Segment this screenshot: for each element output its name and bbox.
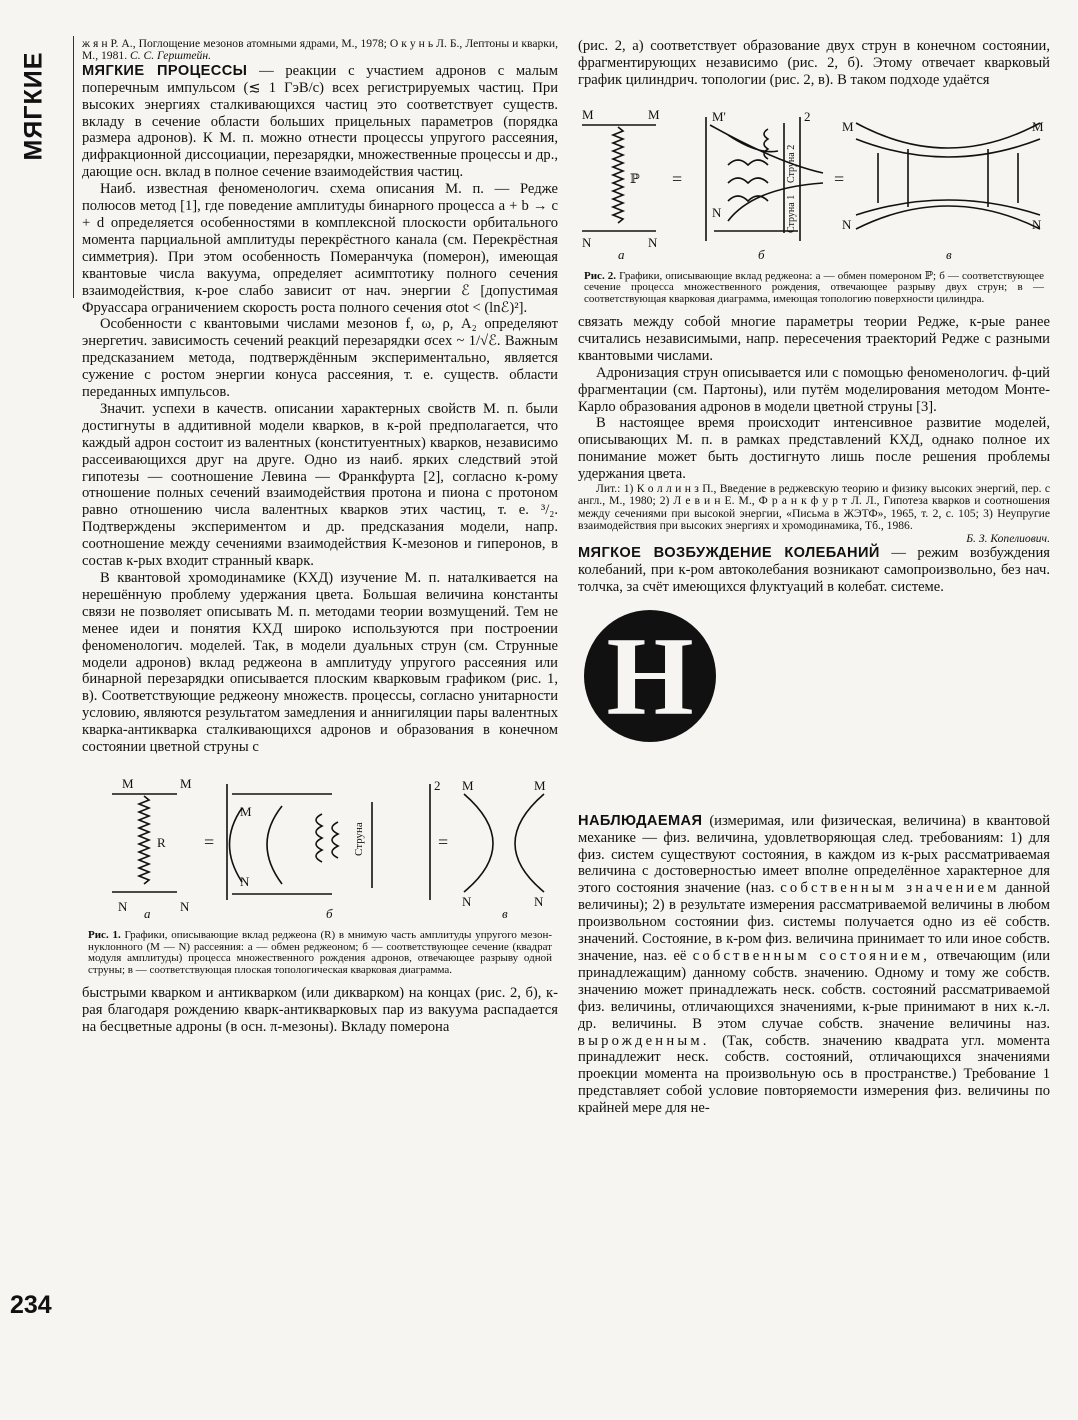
fig1-c-label-N-right: N: [534, 893, 544, 909]
fig1-c-label-N-left: N: [462, 893, 472, 909]
paragraph: В настоящее время происходит интенсивное развитие моделей, описывающих М. п. в рамках представлений КХД, однако полное их понимание может быть достигнуто лишь после решения проблемы удержания цвета.: [578, 415, 1050, 483]
fig2-label-N-right: N: [648, 234, 658, 250]
fig1-c-label-M-right: M: [534, 777, 546, 793]
fig1-b-label-N: N: [240, 873, 250, 889]
fig2-panel-a-label: а: [618, 246, 625, 262]
previous-article-references: ж я н Р. А., Поглощение мезонов атомными ядрами, М., 1978; О к у н ь Л. Б., Лептоны и кварки, М., 1981. С. С. Герштейн.: [82, 37, 558, 63]
figure-1-diagram: [82, 772, 558, 922]
figure-2-caption: Рис. 2. Графики, описывающие вклад реджеона: а — обмен помероном ℙ; б — соответствующее сечение процесса множественного рождения, отвечающее разрыву двух струн; в — соответствующая кварковая диаграмма, имеющая топологию поверхности цилиндра.: [584, 269, 1044, 306]
article-title: МЯГКОЕ ВОЗБУЖДЕНИЕ КОЛЕБАНИЙ: [578, 545, 880, 562]
fig2-c-label-M-left: M: [842, 118, 854, 134]
fig2-equals-2: =: [834, 168, 845, 189]
paragraph: Наиб. известная феноменологич. схема описания М. п. — Редже полюсов метод [1], где поведение амплитуды бинарного процесса a + b → c + d определяется особенностями в комплексной плоскости орбитального момента парциальной амплитуды перекрёстного канала (см. Перекрёстная симметрия). При этом особенность Померанчука (померон), имеющая квантовые числа вакуума, определяет асимптотику полного сечения взаимодействия, к-рое слабо зависит от нач. энергии ℰ [допустимая Фруассара ограничением скорость роста полного сечения σtot < (lnℰ)²].: [82, 181, 558, 316]
fig2-label-pomeron: ℙ: [630, 170, 640, 186]
figure-1: [82, 772, 558, 977]
fig1-label-M-right: M: [180, 775, 192, 791]
fig2-label-M-right: M: [648, 106, 660, 122]
fig1-equals-2: =: [438, 831, 449, 852]
article-observable: НАБЛЮДАЕМАЯ (измеримая, или физическая, величина) в квантовой механике — физ. величина, удовлетворяющая след. требованиям: 1) для физ. систем существуют состояния, в каждом из к-рых рассматриваемая величина с достоверностью имеет вполне определённое характерное для этого состояния значение (наз. собственным значением данной величины); 2) в результате измерения рассматриваемой величины в любом произвольном состоянии физ. системы получается одно из её собств. значений. Состояние, в к-ром физ. величина принимает то или иное собств. значение, наз. её собственным состоянием, отвечающим (или принадлежащим) данному собств. значению. Одному и тому же собств. значению может принадлежать неск. собств. состояний рассматриваемой физ. величины, отличающихся значениями, к-рые принимают в них к.-л. др. величины. В этом случае собств. значение величины наз. вырожденным. (Так, собств. значению квадрата угл. момента принадлежит неск. собств. состояний, отличающихся значениями проекции момента на произвольную ось в пространстве.) Требование 1 представляет собой условие повторяемости измерения физ. величины по крайней мере для не-: [578, 812, 1051, 1117]
paragraph: быстрыми кварком и антикварком (или дикварком) на концах (рис. 2, б), к-рая благодаря рождению кварк-антикварковых пар из вакуума распадается на бесцветные адроны (в осн. π-мезоны). Вкладу померона: [82, 985, 558, 1035]
fig1-b-label-M: M: [240, 803, 252, 819]
article-soft-processes: [82, 63, 558, 181]
fig2-string1-label: Струна 1: [786, 194, 797, 233]
fig2-b-label-Mprime: M': [712, 108, 726, 124]
paragraph: Адронизация струн описывается или с помощью феноменологич. ф-ций фрагментации (см. Партоны), или путём моделирования методом Монте-Карло образования адронов в модели цветной струны [3].: [578, 364, 1050, 415]
fig1-string-label: Струна: [353, 822, 365, 856]
figure-1-caption: Рис. 1. Графики, описывающие вклад реджеона (R) в мнимую часть амплитуды упругого мезон-нуклонного (M — N) рассеяния: а — обмен реджеоном; б — соответствующее сечение (квадрат модуля амплитуды) процесса множественного рождения адронов, отвечающее разрыву одной струны; в — соответствующая плоская топологическая кварковая диаграмма.: [88, 928, 552, 977]
fig2-c-label-M-right: M: [1032, 118, 1044, 134]
fig1-label-M-left: M: [122, 775, 134, 791]
fig2-label-M-left: M: [582, 106, 594, 122]
fig2-panel-b-label: б: [758, 246, 765, 262]
fig1-panel-b-label: б: [326, 905, 333, 921]
article-soft-excitation: МЯГКОЕ ВОЗБУЖДЕНИЕ КОЛЕБАНИЙ — режим возбуждения колебаний, при к-ром автоколебания возникают самопроизвольно, без нач. толчка, за счёт имеющихся флуктуаций в колебат. системе.: [578, 545, 1050, 595]
fig2-squared: 2: [804, 108, 811, 124]
fig1-panel-a-label: а: [144, 905, 151, 921]
fig1-panel-c-label: в: [502, 905, 508, 921]
paragraph: Значит. успехи в качеств. описании характерных свойств М. п. были достигнуты в аддитивной модели кварков, в к-рой предполагается, что каждый адрон состоит из валентных (конституентных) кварков, независимо рассеивающихся друг на друге. Одно из наиб. ярких следствий этой гипотезы — соотношение Левина — Франкфурта [2], согласно к-рому отношение полных сечений взаимодействия протона и пиона с протоном равно отношению числа валентных кварков этих частиц, т. е. ³/₂. Подтверждены экспериментом и др. предсказания модели, напр. соотношение между сечениями взаимодействия K-мезонов и гиперонов, в состав к-рых входит странный кварк.: [82, 400, 558, 570]
fig1-c-label-M-left: M: [462, 777, 474, 793]
fig1-label-N-right: N: [180, 898, 190, 914]
fig2-c-label-N-left: N: [842, 216, 852, 232]
section-letter: Н: [606, 614, 694, 739]
paragraph: В квантовой хромодинамике (КХД) изучение М. п. наталкивается на нерешённую проблему удержания цвета. Большая величина константы связи не позволяет описывать М. п. методами теории возмущений. Тем не менее идеи и понятия КХД широко используются при построении феноменологич. моделей. Так, в модели дуальных струн (см. Струнные модели адронов) вклад реджеона в амплитуду упругого рассеяния или бинарной перезарядки описывается плоским кварковым графиком (рис. 1, в). Соответствующие реджеону множеств. процессы, согласно унитарности условию, являются результатом замедления и аннигиляции пары валентных кварка-антикварка сталкивающихся адронов и образования в конечном состоянии цветной струны с: [82, 570, 558, 756]
paragraph: Особенности с квантовыми числами мезонов f, ω, ρ, A₂ определяют энергетич. зависимость сечений реакций перезарядки σcex ~ 1/√ℰ. Важным предсказанием метода, подтверждённым экспериментально, является сужение с ростом энергии конуса рассеяния, т. е. существ. области переданных импульсов.: [82, 316, 558, 401]
fig2-c-label-N-right: N: [1032, 216, 1042, 232]
fig2-string2-label: Струна 2: [786, 144, 797, 183]
section-letter-emblem: [582, 608, 1050, 749]
fig1-squared: 2: [434, 777, 441, 793]
right-column: [578, 38, 1050, 1117]
fig1-label-R: R: [157, 834, 166, 850]
fig1-equals-1: =: [204, 831, 215, 852]
margin-rule: [73, 36, 74, 298]
figure-2: [578, 103, 1050, 306]
article-title: МЯГКИЕ ПРОЦЕССЫ: [82, 62, 248, 79]
figure-2-diagram: [578, 103, 1050, 263]
fig2-equals-1: =: [672, 168, 683, 189]
fig2-label-N-left: N: [582, 234, 592, 250]
left-column: [82, 38, 558, 1036]
fig2-panel-c-label: в: [946, 246, 952, 262]
paragraph: связать между собой многие параметры теории Редже, к-рые ранее считались независимыми, напр. пересечения траекторий Редже с разными квантовыми числами.: [578, 314, 1050, 364]
paragraph: (рис. 2, а) соответствует образование двух струн в конечном состоянии, фрагментирующих независимо (рис. 2, б). Этому отвечает кварковый график цилиндрич. топологии (рис. 2, в). В таком подходе удаётся: [578, 38, 1050, 88]
article-title: НАБЛЮДАЕМАЯ: [578, 812, 703, 829]
running-head: МЯГКИЕ: [19, 51, 48, 161]
fig2-b-label-N: N: [712, 204, 722, 220]
page-number: 234: [10, 1291, 52, 1319]
literature-references: Лит.: 1) К о л л и н з П., Введение в реджевскую теорию и физику высоких энергий, пер. с англ., М., 1980; 2) Л е в и н Е. М., Ф р а н к ф у р т Л. Л., Гипотеза кварков и соотношения между сечениями при высокой энергии, «Письма в ЖЭТФ», 1965, т. 2, с. 105; 3) Неупругие взаимодействия при высоких энергиях и хромодинамика, Тб., 1986.: [578, 482, 1050, 533]
fig1-label-N-left: N: [118, 898, 128, 914]
author-signature: Б. З. Копелиович.: [966, 531, 1050, 545]
article-intro: — реакции с участием адронов с малым поперечным импульсом (≲ 1 ГэВ/c) всех регистрируемых частиц. При высоких энергиях сталкивающихся частиц это соответствует существ. вкладу в сечение области больших прицельных параметров (порядка размера адронов). К М. п. можно отнести процессы упругого рассеяния, дифракционной диссоциации, перезарядки, множественные процессы и др., дающие осн. вклад в полное сечение взаимодействия частиц.: [82, 62, 558, 181]
